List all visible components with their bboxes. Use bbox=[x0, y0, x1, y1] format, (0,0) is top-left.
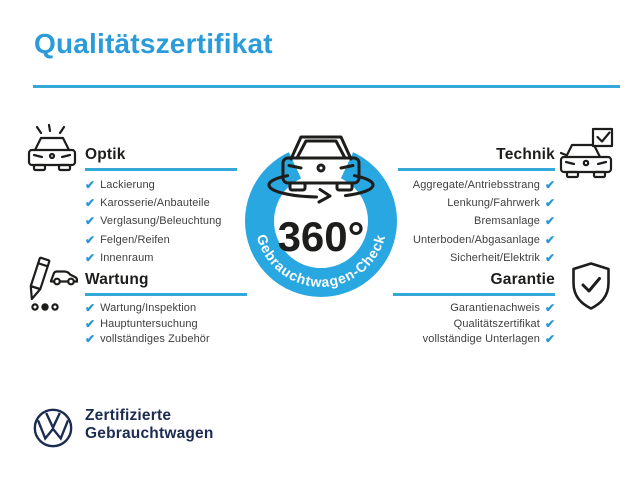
check-icon: ✔ bbox=[544, 195, 555, 210]
checklist-item-label: Innenraum bbox=[100, 251, 154, 264]
checklist-item-label: Sicherheit/Elektrik bbox=[450, 251, 540, 264]
checklist-item-label: Garantienachweis bbox=[450, 302, 540, 315]
section-title: Optik bbox=[85, 146, 126, 163]
page-title: Qualitätszertifikat bbox=[34, 28, 273, 59]
checklist-item bbox=[385, 316, 555, 332]
check-icon: ✔ bbox=[544, 177, 555, 192]
section-title: Wartung bbox=[85, 271, 149, 288]
car-shine-icon bbox=[26, 124, 78, 181]
check-icon: ✔ bbox=[544, 250, 555, 265]
360-check-badge bbox=[221, 115, 421, 315]
section-title: Garantie bbox=[490, 271, 555, 288]
check-icon: ✔ bbox=[85, 214, 96, 229]
check-icon: ✔ bbox=[85, 232, 96, 247]
checklist-item-label: Aggregate/Antriebsstrang bbox=[412, 178, 540, 191]
vw-logo-icon bbox=[33, 408, 73, 448]
checklist-item-label: vollständiges Zubehör bbox=[100, 333, 210, 346]
checklist-item-label: Felgen/Reifen bbox=[100, 233, 170, 246]
checklist-item-label: Wartung/Inspektion bbox=[100, 302, 197, 315]
title-divider bbox=[33, 85, 620, 88]
brand-text bbox=[85, 407, 214, 443]
check-icon: ✔ bbox=[85, 316, 96, 331]
check-icon: ✔ bbox=[85, 301, 96, 316]
checklist-item-label: Lackierung bbox=[100, 178, 155, 191]
checklist-item bbox=[385, 332, 555, 348]
check-icon: ✔ bbox=[85, 195, 96, 210]
checklist-item-label: Hauptuntersuchung bbox=[100, 317, 198, 330]
check-icon: ✔ bbox=[544, 214, 555, 229]
check-icon: ✔ bbox=[85, 332, 96, 347]
check-icon: ✔ bbox=[544, 301, 555, 316]
section-title: Technik bbox=[496, 146, 555, 163]
brand-line-2: Gebrauchtwagen bbox=[85, 425, 214, 442]
car-checkbox-icon bbox=[558, 126, 616, 185]
checklist-item-label: Unterboden/Abgasanlage bbox=[412, 233, 540, 246]
ring-label: Gebrauchtwagen-Check bbox=[253, 232, 389, 291]
check-icon: ✔ bbox=[85, 250, 96, 265]
checklist-item bbox=[85, 332, 255, 348]
checklist-item-label: Karosserie/Anbauteile bbox=[100, 196, 210, 209]
checklist-item-label: Qualitätszertifikat bbox=[453, 317, 540, 330]
check-icon: ✔ bbox=[85, 177, 96, 192]
degree-label: 360° bbox=[277, 213, 365, 260]
section-divider bbox=[398, 168, 555, 171]
section-divider bbox=[85, 168, 237, 171]
shield-check-icon bbox=[569, 261, 613, 316]
check-icon: ✔ bbox=[544, 332, 555, 347]
checklist-item-label: Bremsanlage bbox=[474, 215, 540, 228]
checklist-item bbox=[85, 316, 255, 332]
check-icon: ✔ bbox=[544, 232, 555, 247]
checklist-item-label: vollständige Unterlagen bbox=[422, 333, 540, 346]
checklist-item-label: Verglasung/Beleuchtung bbox=[100, 215, 222, 228]
check-icon: ✔ bbox=[544, 316, 555, 331]
checklist-item-label: Lenkung/Fahrwerk bbox=[447, 196, 540, 209]
pencil-car-icon bbox=[24, 256, 78, 317]
brand-line-1: Zertifizierte bbox=[85, 407, 172, 424]
